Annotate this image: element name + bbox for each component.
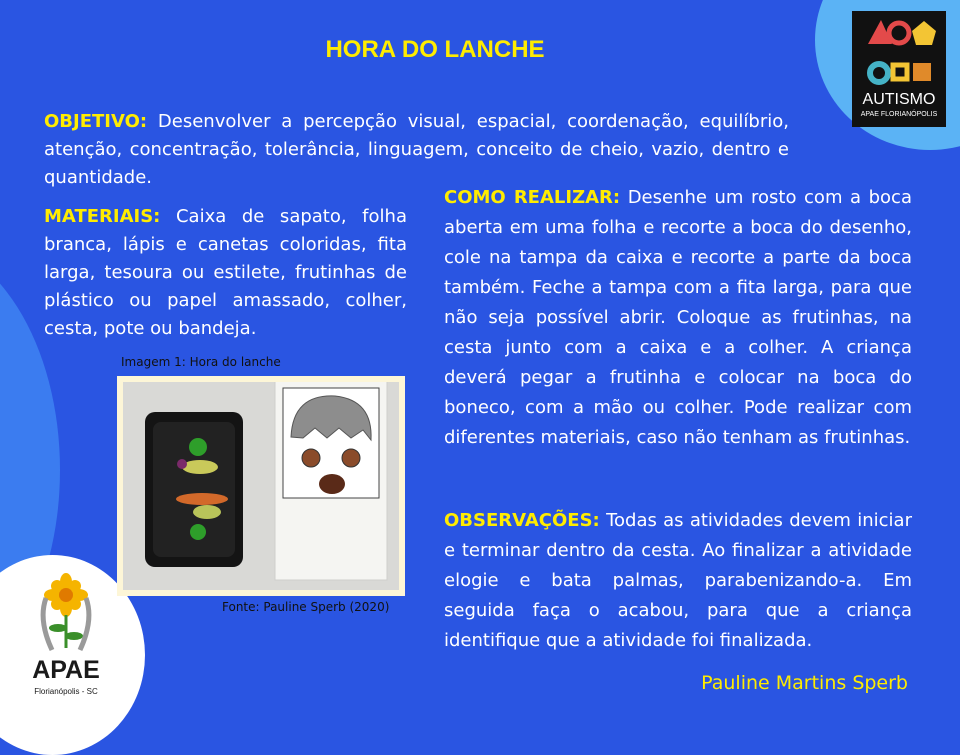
activity-photo (123, 382, 399, 590)
autismo-logo-name: AUTISMO (862, 91, 936, 108)
apae-logo-name: APAE (32, 656, 100, 684)
activity-photo-frame (117, 376, 405, 596)
image-source: Fonte: Pauline Sperb (2020) (222, 600, 390, 614)
autismo-logo-shapes-icon (852, 11, 946, 91)
image-caption: Imagem 1: Hora do lanche (121, 355, 281, 369)
observacoes-section (444, 506, 912, 656)
activity-photo-illustration (123, 382, 399, 590)
materiais-text: Caixa de sapato, folha branca, lápis e canetas coloridas, fita larga, tesoura ou estilete, frutinhas de plástico ou papel amassado, colher, cesta, pote ou bandeja. (44, 206, 407, 339)
autismo-logo-sub: APAE FLORIANÓPOLIS (860, 111, 938, 118)
como-realizar-section (444, 183, 912, 453)
page-title: HORA DO LANCHE (325, 36, 545, 63)
objetivo-section (44, 108, 789, 192)
apae-logo-sub: Florianópolis - SC (34, 687, 98, 696)
apae-logo (16, 570, 116, 705)
autismo-logo (852, 11, 946, 127)
como-realizar-label: COMO REALIZAR: (444, 187, 621, 208)
objetivo-label: OBJETIVO: (44, 111, 148, 132)
author-name: Pauline Martins Sperb (701, 672, 908, 694)
materiais-label: MATERIAIS: (44, 206, 161, 227)
materiais-section (44, 203, 407, 343)
observacoes-label: OBSERVAÇÕES: (444, 510, 600, 531)
como-realizar-text: Desenhe um rosto com a boca aberta em uma folha e recorte a boca do desenho, cole na tampa da caixa e recorte a parte da boca também. Feche a tampa com a fita larga, para que não seja possível abrir. Coloque as frutinhas, na cesta junto com a caixa e a colher. A criança deverá pegar a frutinha e colocar na boca do boneco, com a mão ou colher. Pode realizar com diferentes materiais, caso não tenham as frutinhas. (444, 187, 912, 448)
objetivo-text: Desenvolver a percepção visual, espacial, coordenação, equilíbrio, atenção, concentração, tolerância, linguagem, conceito de cheio, vazio, dentro e quantidade. (44, 111, 789, 188)
observacoes-text: Todas as atividades devem iniciar e terminar dentro da cesta. Ao finalizar a atividade elogie e bata palmas, parabenizando-a. Em seguida faça o acabou, para que a criança identifique que a atividade foi finalizada. (444, 510, 912, 651)
apae-flower-hands-icon (16, 570, 116, 658)
